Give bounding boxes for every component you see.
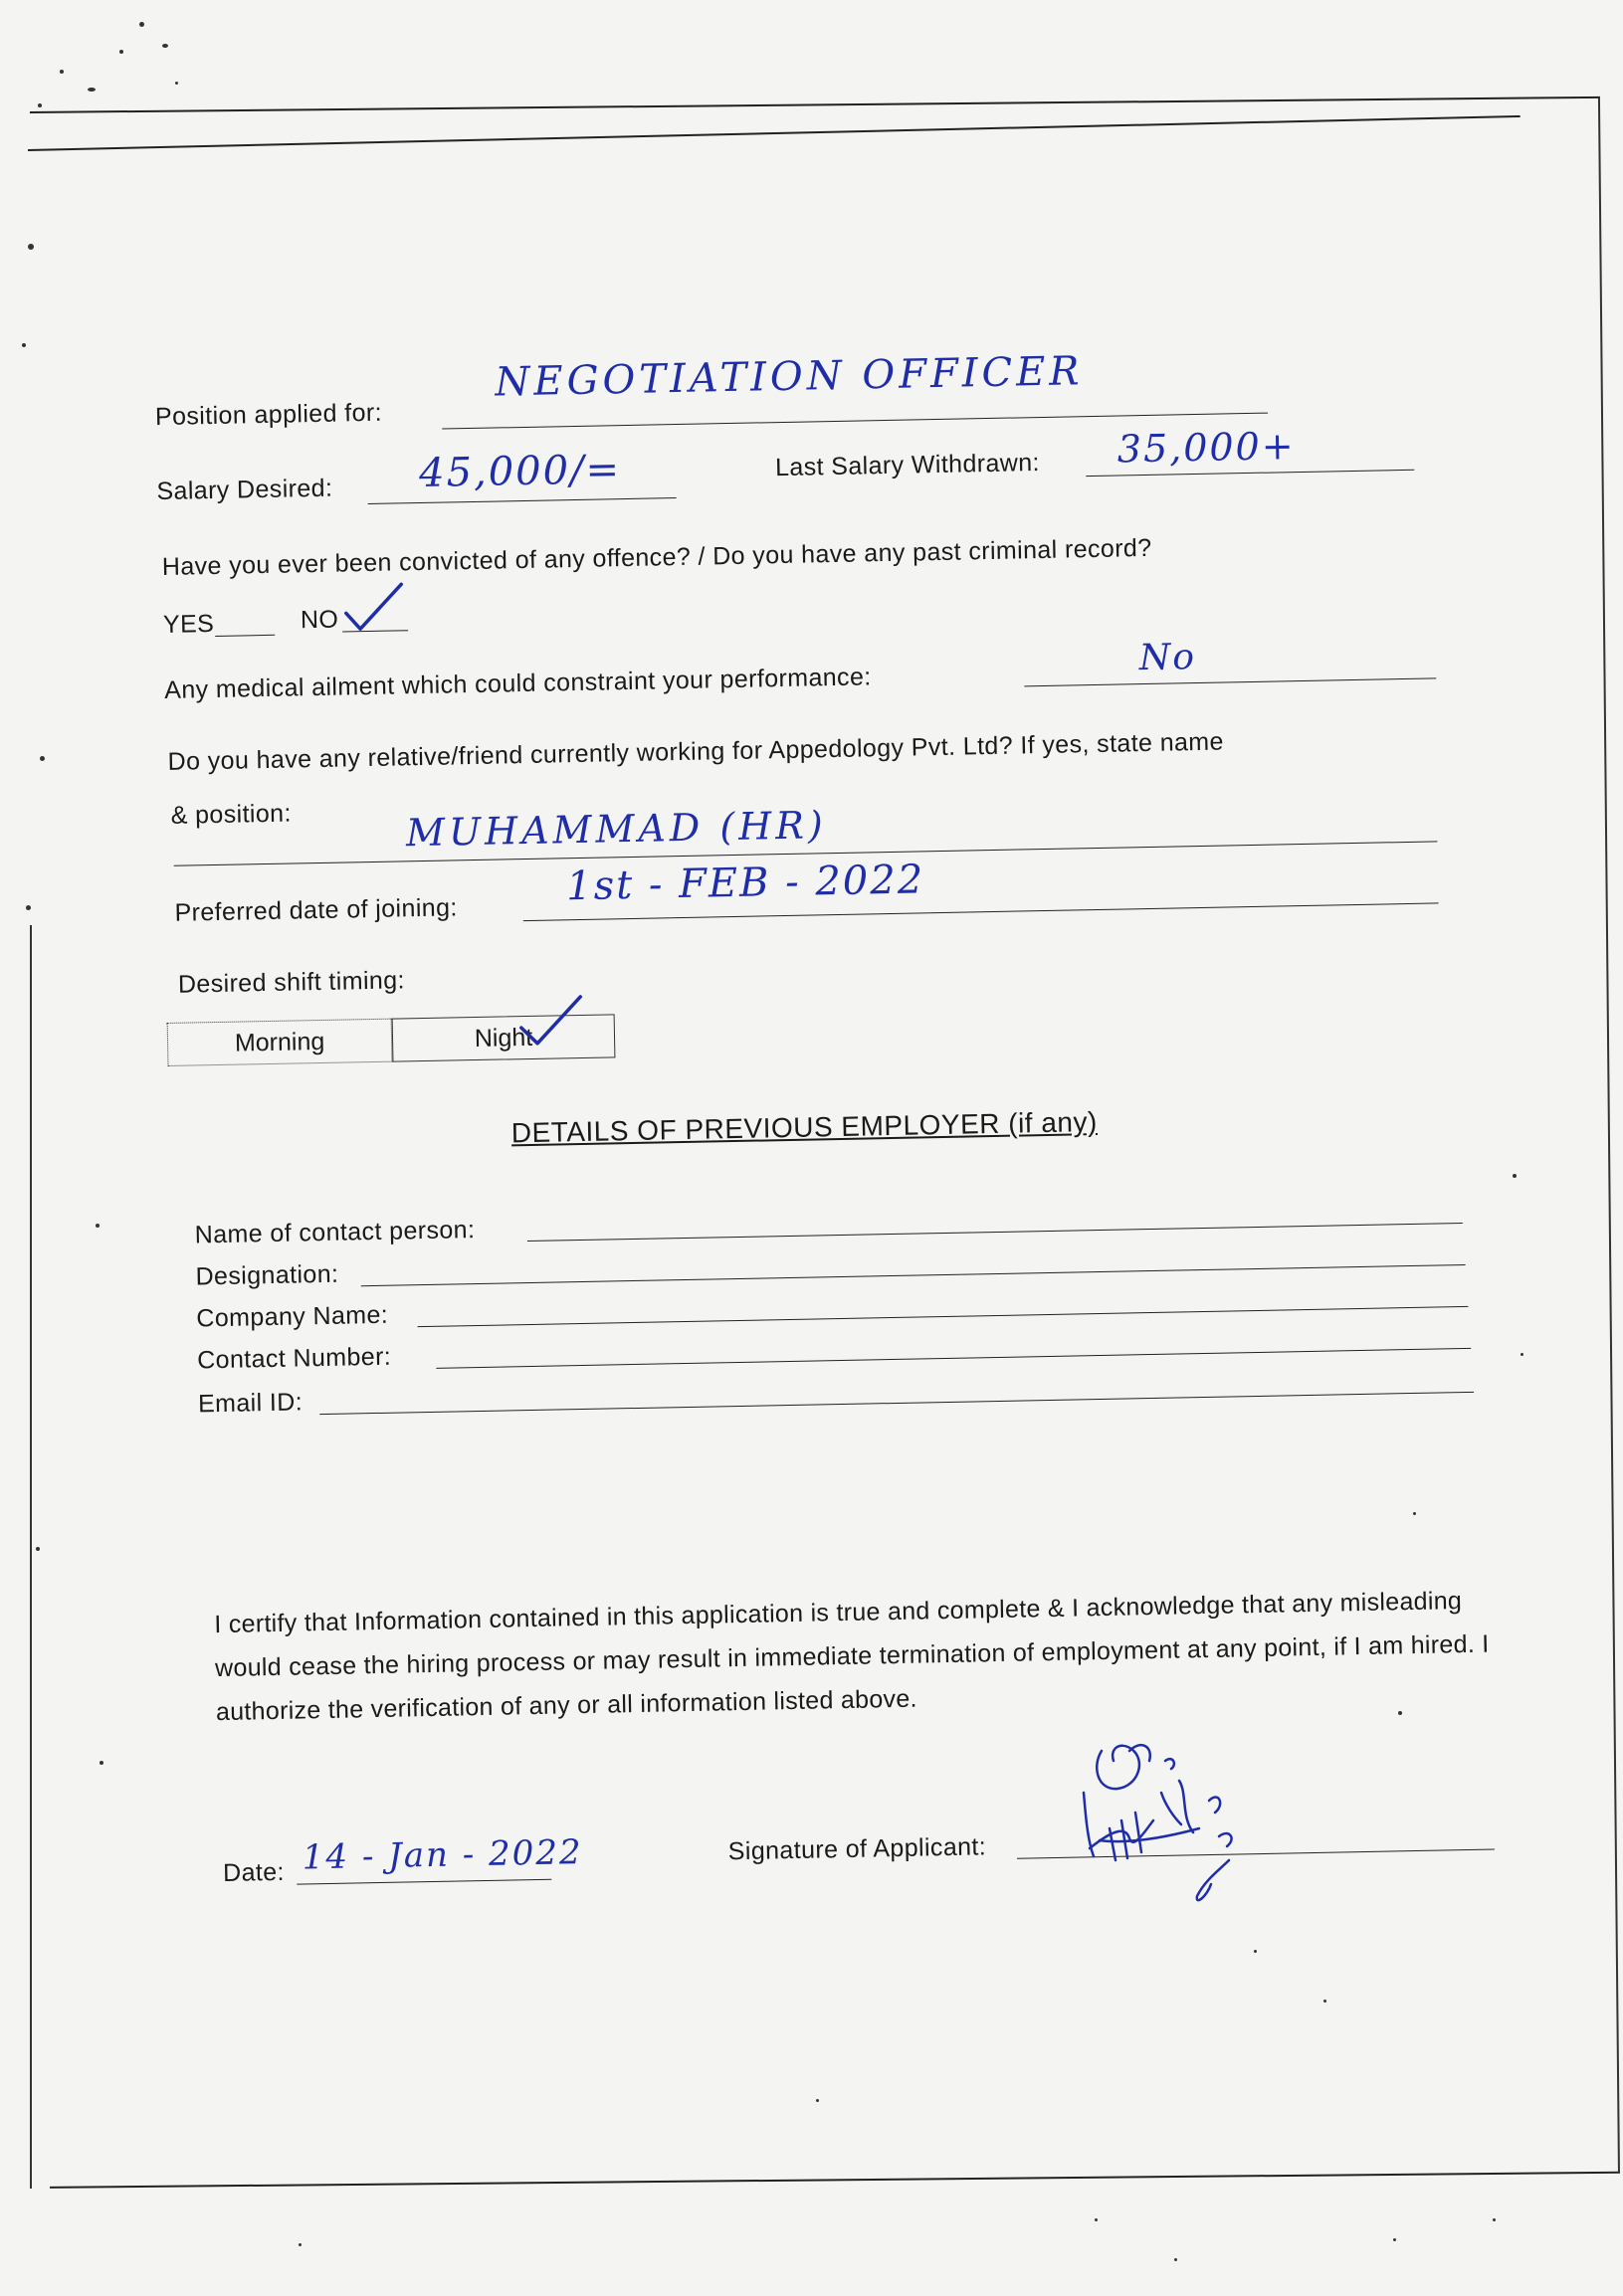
conviction-question: Have you ever been convicted of any offence? / Do you have any past criminal record? [161, 533, 1152, 581]
email-id-label: Email ID: [197, 1388, 304, 1419]
medical-line [1024, 677, 1436, 686]
salary-desired-value[interactable]: 45,000/= [418, 447, 622, 496]
last-salary-label: Last Salary Withdrawn: [774, 449, 1041, 482]
company-name-label: Company Name: [196, 1300, 389, 1333]
date-line [297, 1879, 551, 1885]
position-label: Position applied for: [154, 398, 383, 432]
company-name-line[interactable] [418, 1306, 1469, 1327]
contact-number-label: Contact Number: [196, 1342, 392, 1375]
certification-text: I certify that Information contained in this application is true and complete & I acknowledge that any misleading would cease the hiring process or may result in immediate termination of employment at any point, if I am hired. I authorize the verification of any or all information listed above. [214, 1587, 1490, 1727]
medical-label: Any medical ailment which could constraint your performance: [163, 663, 872, 704]
yes-line[interactable] [215, 635, 275, 637]
shift-option-night-label: Night [474, 1023, 533, 1052]
no-checkmark-icon [341, 578, 406, 633]
no-label: NO [300, 605, 339, 635]
shift-option-morning-label: Morning [234, 1027, 325, 1057]
previous-employer-heading: DETAILS OF PREVIOUS EMPLOYER (if any) [510, 1106, 1099, 1149]
night-checkmark-icon [516, 991, 587, 1050]
salary-desired-label: Salary Desired: [156, 474, 333, 506]
last-salary-value[interactable]: 35,000+ [1116, 424, 1296, 472]
date-value[interactable]: 14 - Jan - 2022 [302, 1832, 583, 1878]
contact-person-label: Name of contact person: [194, 1216, 476, 1249]
relative-question-line2: & position: [170, 799, 293, 830]
yes-label: YES [162, 609, 215, 639]
contact-person-line[interactable] [527, 1223, 1463, 1242]
contact-number-line[interactable] [436, 1348, 1471, 1369]
signature-label: Signature of Applicant: [727, 1832, 987, 1866]
medical-value[interactable]: No [1138, 637, 1197, 679]
date-label: Date: [222, 1857, 286, 1888]
designation-label: Designation: [195, 1259, 339, 1291]
applicant-signature-icon [1070, 1721, 1269, 1910]
joining-value[interactable]: 1st - FEB - 2022 [565, 857, 925, 910]
shift-label: Desired shift timing: [177, 966, 406, 999]
joining-label: Preferred date of joining: [174, 893, 458, 927]
relative-question-line1: Do you have any relative/friend currently working for Appedology Pvt. Ltd? If yes, state name [167, 727, 1225, 776]
email-id-line[interactable] [319, 1392, 1474, 1415]
salary-desired-line [368, 497, 677, 504]
shift-option-morning[interactable] [167, 1019, 393, 1066]
designation-line[interactable] [361, 1264, 1466, 1286]
relative-value[interactable]: MUHAMMAD (HR) [405, 803, 828, 856]
position-value[interactable]: NEGOTIATION OFFICER [494, 348, 1084, 406]
